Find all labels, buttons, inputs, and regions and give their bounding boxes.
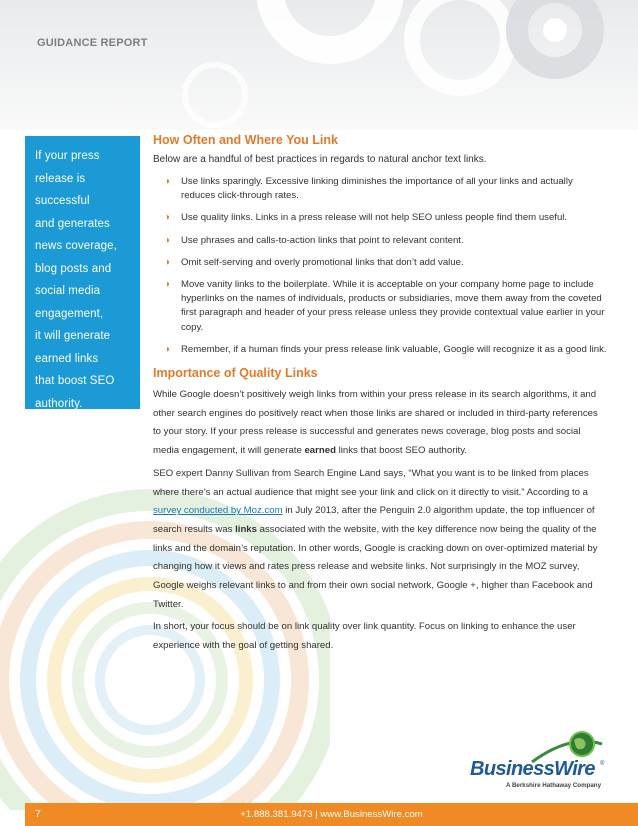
section-intro: Below are a handful of best practices in regards to natural anchor text links. bbox=[153, 154, 487, 165]
deco-dot bbox=[543, 18, 567, 42]
list-item-text: Use quality links. Links in a press release will not help SEO unless people find them useful. bbox=[181, 212, 568, 224]
pull-quote-line: engagement, bbox=[35, 307, 104, 320]
deco-ring-2 bbox=[412, 0, 508, 88]
moz-survey-link[interactable]: survey conducted by Moz.com bbox=[153, 505, 283, 517]
deco-ring-4 bbox=[185, 65, 245, 125]
paragraph-danny-sullivan bbox=[153, 465, 608, 615]
pull-quote-line: successful bbox=[35, 195, 90, 207]
deco-ring-1 bbox=[270, 0, 390, 50]
paragraph-text: While Google doesn’t positively weigh links from within your press release in its search algorithms, it and other search engines do positively react when those links are shared or included in third-party references to your story. If your press release is successful and generates news coverage, blog posts and social media engagement, it will generate bbox=[153, 389, 598, 457]
paragraph-text: SEO expert Danny Sullivan from Search Engine Land says, “What you want is to be linked from places where there’s an actual audience that might see your link and click on it directly to visit.” According to a bbox=[153, 467, 589, 498]
paragraph-text: in July 2013, after the Penguin 2.0 algorithm update, the top influencer of search results was bbox=[153, 505, 595, 535]
paragraph-google-links bbox=[153, 386, 608, 461]
pull-quote-line: blog posts and bbox=[35, 262, 112, 275]
bullet-marker-icon: ◗ bbox=[165, 256, 172, 268]
pull-quote-line: If your press bbox=[35, 150, 100, 162]
list-item bbox=[153, 211, 608, 225]
report-title: GUIDANCE REPORT bbox=[37, 37, 148, 49]
list-item-text: Omit self-serving and overly promotional links that don’t add value. bbox=[181, 256, 464, 268]
footer-bar bbox=[25, 803, 638, 826]
main-content bbox=[153, 132, 608, 660]
pull-quote-line: earned links bbox=[35, 352, 99, 365]
decorative-circles-top bbox=[0, 0, 638, 130]
business-wire-logo bbox=[468, 730, 608, 792]
pull-quote-line: release is bbox=[35, 172, 86, 185]
logo-tagline: A Berkshire Hathaway Company bbox=[506, 782, 602, 789]
bullet-marker-icon: ◗ bbox=[165, 212, 172, 224]
list-item bbox=[153, 175, 608, 203]
pull-quote-line: social media bbox=[35, 285, 101, 297]
list-item-text: Remember, if a human finds your press release link valuable, Google will recognize it as a good link. bbox=[181, 343, 607, 355]
list-item bbox=[153, 256, 608, 270]
page-number: 7 bbox=[35, 808, 41, 820]
best-practices-list bbox=[153, 175, 608, 357]
bullet-marker-icon: ◗ bbox=[165, 343, 172, 355]
emphasis-earned: earned bbox=[304, 445, 336, 457]
paragraph-summary: In short, your focus should be on link quality over link quantity. Focus on linking to enhance the user experience with the goal of getting shared. bbox=[153, 621, 576, 652]
emphasis-links: links bbox=[235, 523, 257, 535]
list-item bbox=[153, 234, 608, 248]
pull-quote-line: news coverage, bbox=[35, 240, 117, 252]
bullet-marker-icon: ◗ bbox=[165, 279, 172, 291]
pull-quote-line: it will generate bbox=[35, 330, 111, 342]
pull-quote-panel bbox=[25, 136, 140, 409]
registered-mark: ® bbox=[600, 761, 605, 767]
bullet-marker-icon: ◗ bbox=[165, 176, 172, 187]
pull-quote-line: and generates bbox=[35, 217, 110, 230]
pull-quote-line: authority. bbox=[35, 397, 83, 410]
paragraph-text: links that boost SEO authority. bbox=[335, 445, 467, 457]
section-heading-link-frequency: How Often and Where You Link bbox=[153, 133, 338, 147]
list-item bbox=[153, 278, 608, 335]
bullet-marker-icon: ◗ bbox=[165, 234, 172, 246]
list-item-text: Use links sparingly. Excessive linking diminishes the importance of all your links and actually reduces click-through rates. bbox=[181, 176, 573, 202]
list-item-text: Use phrases and calls-to-action links that point to relevant content. bbox=[181, 234, 464, 246]
list-item bbox=[153, 343, 608, 357]
logo-wordmark: BusinessWire bbox=[470, 758, 595, 780]
paragraph-text: associated with the website, with the key difference now being the quality of the links and the domain’s reputation. In other words, Google is cracking down on over-optimized material by changing how it views and rates press release and website links. Not surprisingly in the MOZ survey, Google weighs relevant links to and from their own social network, Google +, higher than Facebook and Twitter. bbox=[153, 523, 598, 610]
footer-contact: +1.888.381.9473 | www.BusinessWire.com bbox=[240, 809, 423, 820]
list-item-text: Move vanity links to the boilerplate. While it is acceptable on your company home page to include hyperlinks on the names of individuals, products or subsidiaries, move them away from the coveted first paragraph and header of your press release unless they provide contextual value earlier in your copy. bbox=[181, 279, 605, 333]
section-heading-quality-links: Importance of Quality Links bbox=[153, 366, 318, 381]
pull-quote-line: that boost SEO bbox=[35, 375, 115, 387]
